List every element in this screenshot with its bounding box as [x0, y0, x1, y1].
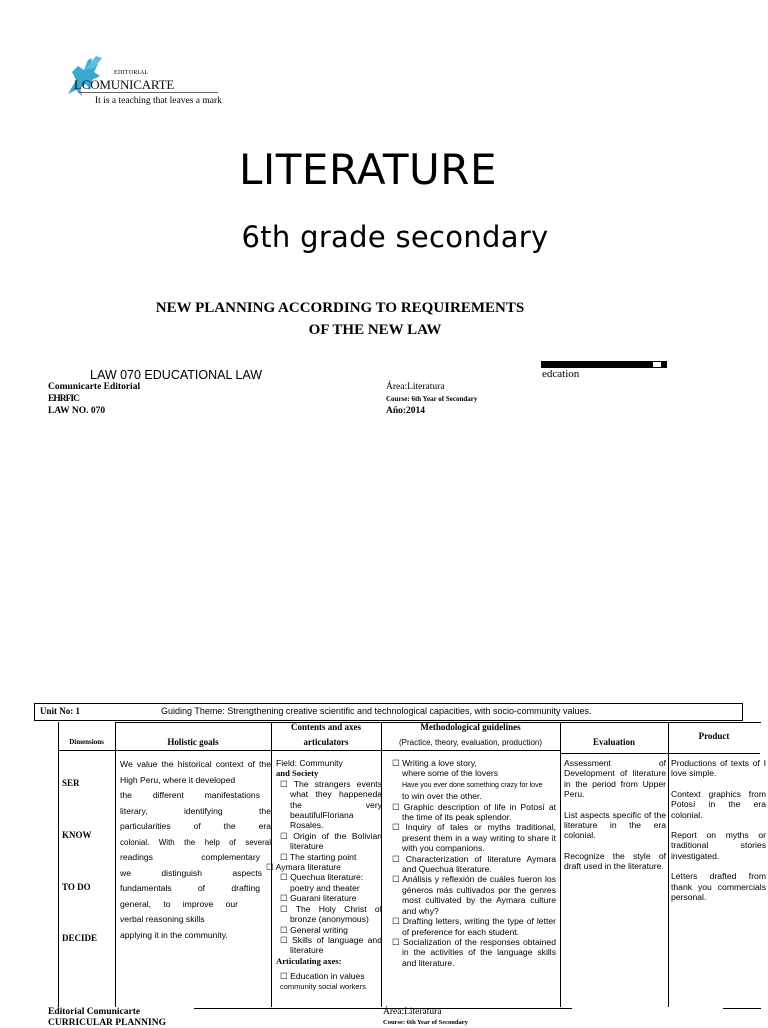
holistic-line: We value the historical context of the — [120, 759, 271, 769]
articulating-axes-title: Articulating axes: — [276, 955, 342, 966]
dimension-decide: DECIDE — [62, 933, 98, 943]
header-evaluation: Evaluation — [592, 737, 635, 747]
page-subtitle: 6th grade secondary — [241, 220, 549, 254]
dimension-ser: SER — [62, 778, 80, 788]
method-item: ☐ Graphic description of life in Potosí at the time of its peak splendor. — [392, 801, 556, 823]
education-stamp — [541, 361, 667, 381]
product-item: Letters drafted from thank you commercials personal. — [671, 871, 766, 903]
product-item: Report on myths or traditional stories investigated. — [671, 830, 766, 861]
contents-item: ☐ Skills of language and literature — [280, 934, 382, 956]
header-articulators: articulators — [303, 737, 349, 747]
info-law: LAW NO. 070 — [48, 406, 106, 416]
holistic-line: particularities of the era — [120, 821, 271, 831]
law-heading: LAW 070 EDUCATIONAL LAW — [90, 368, 263, 382]
footer-planning: CURRICULAR PLANNING — [48, 1018, 166, 1028]
holistic-line: fundamentals of drafting — [120, 883, 260, 893]
info-area: Área:Literatura — [386, 382, 445, 392]
method-item: ☐ Análisis y reflexión de cuáles fueron los géneros más cultivados por the genres most cultivated by the Aymara culture and why? — [392, 874, 556, 916]
header-method-subtitle: (Practice, theory, evaluation, production) — [398, 738, 543, 747]
evaluation-item: List aspects specific of the literature in the era colonial. — [564, 809, 666, 841]
evaluation-cell — [564, 758, 666, 872]
contents-item: ☐ The starting point — [280, 851, 357, 862]
product-cell — [671, 758, 766, 902]
header-contents: Contents and axes — [290, 722, 361, 732]
method-item: ☐ Characterization of literature Aymara and Quechua literature. — [392, 853, 557, 875]
contents-field: Field: Community — [276, 758, 343, 768]
footer-publisher: Editorial Comunicarte — [48, 1007, 141, 1017]
unit-number: Unit No: 1 — [40, 706, 80, 716]
product-item: Context graphics from Potosí in the era colonial. — [671, 788, 766, 820]
header-holistic-goals: Holistic goals — [167, 737, 219, 747]
header-dimensions: Dimensions — [69, 738, 104, 746]
contents-item: ☐ The strangers events what they happeneda the very beautifulFloriana Rosales. — [280, 778, 382, 831]
axes-item: ☐ Education in values — [280, 971, 365, 982]
method-item: ☐ Inquiry of tales or myths traditional, present them in a way writing to share it with you companions. — [392, 822, 557, 854]
logo-tagline: It is a teaching that leaves a mark — [95, 96, 222, 106]
info-publisher: Comunicarte Editorial — [48, 382, 141, 392]
holistic-line: general, to improve our — [120, 898, 238, 909]
holistic-goals-text — [120, 757, 271, 943]
guiding-theme: Guiding Theme: Strengthening creative scientific and technological capacities, with socio-community values. — [161, 706, 592, 716]
holistic-line: applying it in the community. — [120, 929, 228, 940]
contents-item: ☐ Origin of the Bolivian literature — [280, 830, 383, 852]
planning-heading-line1: NEW PLANNING ACCORDING TO REQUIREMENTS — [155, 300, 525, 316]
stamp-text: edcation — [542, 368, 580, 380]
header-methodological: Methodological guidelines — [420, 722, 521, 732]
method-item: ☐ Socialization of the responses obtained in the activities of the language skills and literature. — [392, 936, 556, 968]
contents-field-2: and Society — [276, 768, 319, 779]
axes-item-2: community social workers — [280, 981, 366, 991]
holistic-line: High Peru, where it developed — [120, 774, 236, 785]
holistic-line: the different manifestations — [120, 790, 260, 800]
logo-brand: LCOMUNICARTE — [74, 77, 175, 92]
contents-item: ☐ Aymara literature — [266, 862, 341, 873]
method-cell — [388, 758, 556, 968]
footer-area: Área:Literatura — [383, 1007, 442, 1017]
header-product: Product — [698, 731, 730, 741]
contents-item: ☐ Quechua literature: poetry and theater — [280, 872, 364, 893]
planning-heading-line2: OF THE NEW LAW — [308, 322, 442, 338]
dimension-to-do: TO DO — [62, 882, 91, 892]
holistic-line: readings complementary — [120, 852, 260, 862]
evaluation-item: Recognize the style of draft used in the literature. — [564, 850, 666, 872]
evaluation-item: Assessment of Development of literature in the period from Upper Peru. — [564, 758, 666, 800]
dimension-know: KNOW — [62, 830, 92, 840]
contents-item: ☐ General writing — [280, 924, 348, 935]
publisher-logo — [62, 54, 232, 116]
info-year: Año:2014 — [386, 406, 426, 416]
info-course: Course: 6th Year of Secondary — [386, 395, 478, 403]
page-title: LITERATURE — [238, 145, 498, 194]
holistic-line: colonial. With the help of several — [120, 837, 271, 847]
product-item: Productions of texts of I love simple. — [671, 758, 766, 779]
info-level: EHRFIC — [48, 394, 79, 404]
footer-course: Course: 6th Year of Secondary — [383, 1019, 468, 1026]
method-item: ☐ Writing a love story, where some of the lovers Have you ever done something crazy for love to win over the other. — [392, 758, 543, 802]
contents-cell — [266, 758, 383, 992]
holistic-line: literary, identifying the — [120, 805, 271, 816]
logo-divider — [78, 92, 218, 93]
contents-item: ☐ Guarani literature — [280, 893, 357, 904]
holistic-line: we distinguish aspects — [120, 867, 262, 878]
holistic-line: verbal reasoning skills — [120, 914, 205, 924]
method-item: ☐ Drafting letters, writing the type of letter of preference for each student. — [392, 916, 556, 937]
contents-item: ☐ The Holy Christ of bronze (anonymous) — [280, 903, 382, 925]
logo-editorial: EDITORIAL — [114, 70, 149, 76]
